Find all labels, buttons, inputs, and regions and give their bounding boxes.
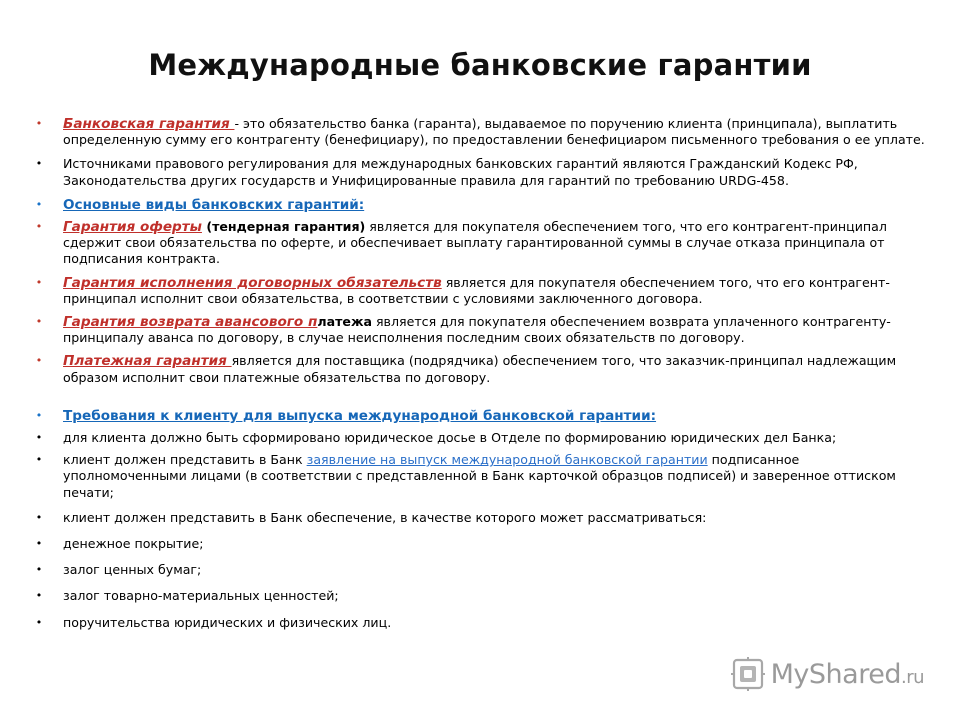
term-link[interactable]: Платежная гарантия — [63, 353, 232, 370]
list-item — [34, 275, 926, 307]
item-text: является для поставщика (подрядчика) обеспечением того, что заказчик-принципал надлежащим образом исполнит свои платежные обязательства по договору. — [63, 353, 897, 385]
bullet-dot: • — [35, 615, 43, 629]
bullet-dot: • — [35, 220, 43, 234]
term-link[interactable]: Гарантия оферты — [63, 219, 202, 236]
list-item — [34, 562, 926, 578]
list-item — [34, 197, 926, 213]
section-link[interactable]: Требования к клиенту для выпуска международной банковской гарантии: — [63, 407, 657, 424]
bullet-dot: • — [35, 315, 43, 329]
item-text: является для покупателя обеспечением того, что его контрагент-принципал исполнит свои обязательства, в соответствии с условиями заключенного договора. — [63, 274, 890, 306]
item-text: клиент должен представить в Банк — [63, 452, 307, 468]
item-text: поручительства юридических и физических лиц. — [63, 614, 392, 630]
application-link[interactable]: заявление на выпуск международной банковской гарантии — [306, 452, 708, 468]
list-item — [34, 156, 926, 188]
bullet-dot: • — [35, 563, 43, 577]
bullet-list — [34, 116, 926, 631]
item-text: залог ценных бумаг; — [63, 562, 202, 578]
list-item — [34, 510, 926, 526]
bullet-dot: • — [35, 157, 43, 171]
bullet-dot: • — [35, 589, 43, 603]
item-text: залог товарно-материальных ценностей; — [63, 588, 339, 604]
list-item — [34, 452, 926, 501]
bullet-dot: • — [35, 431, 43, 445]
list-item — [34, 116, 926, 148]
bullet-dot: • — [35, 117, 43, 130]
list-item — [34, 615, 926, 631]
term-link[interactable]: Гарантия исполнения договорных обязательств — [63, 274, 442, 291]
list-item — [34, 353, 926, 385]
watermark-text: MyShared.ru — [770, 658, 924, 690]
page-title: Международные банковские гарантии — [148, 48, 812, 82]
bullet-dot: • — [35, 537, 43, 551]
bullet-dot: • — [35, 408, 43, 422]
item-bold-text: (тендерная гарантия) — [201, 219, 366, 235]
watermark — [731, 656, 924, 692]
item-text: Источниками правового регулирования для международных банковских гарантий являются Гражданский Кодекс РФ, Законодательства других государств и Унифицированные правила для гарантий по требованию URDG-458. — [63, 156, 858, 188]
bullet-dot: • — [35, 510, 43, 524]
list-item — [34, 408, 926, 424]
list-item — [34, 588, 926, 604]
item-text: подписанное уполномоченными лицами (в соответствии с представленной в Банк карточкой образцов подписей) и заверенное оттиском печати; — [63, 452, 896, 500]
bullet-dot: • — [35, 197, 43, 211]
myshared-logo-icon — [731, 657, 765, 691]
list-item — [34, 219, 926, 268]
term-link[interactable]: Гарантия возврата авансового п — [63, 314, 318, 331]
item-text: для клиента должно быть сформировано юридическое досье в Отделе по формированию юридических дел Банка; — [63, 430, 837, 446]
section-link[interactable]: Основные виды банковских гарантий: — [63, 196, 365, 213]
item-text: клиент должен представить в Банк обеспечение, в качестве которого может рассматриваться: — [63, 509, 707, 525]
bullet-dot: • — [35, 275, 43, 289]
item-text: - это обязательство банка (гаранта), выдаваемое по поручению клиента (принципала), выплатить определенную сумму его контрагенту (бенефициару), по предоставлении бенефициаром письменного требования о ее уплате. — [63, 116, 925, 148]
item-text: денежное покрытие; — [63, 536, 204, 552]
list-item — [34, 314, 926, 346]
list-item — [34, 430, 926, 446]
bullet-dot: • — [35, 453, 43, 467]
list-item — [34, 536, 926, 552]
item-bold-text: латежа — [317, 314, 372, 330]
item-text: является для покупателя обеспечением того, что его контрагент-принципал сдержит свои обязательства по оферте, и обеспечивает выплату гарантированной суммы в случае отказа принципала от подписания контракта. — [63, 219, 887, 267]
item-text: является для покупателя обеспечением возврата уплаченного контрагенту-принципалу аванса по договору, в случае неисполнения последним своих обязательств по договору. — [63, 314, 891, 346]
term-link[interactable]: Банковская гарантия — [63, 116, 235, 132]
bullet-dot: • — [35, 354, 43, 368]
